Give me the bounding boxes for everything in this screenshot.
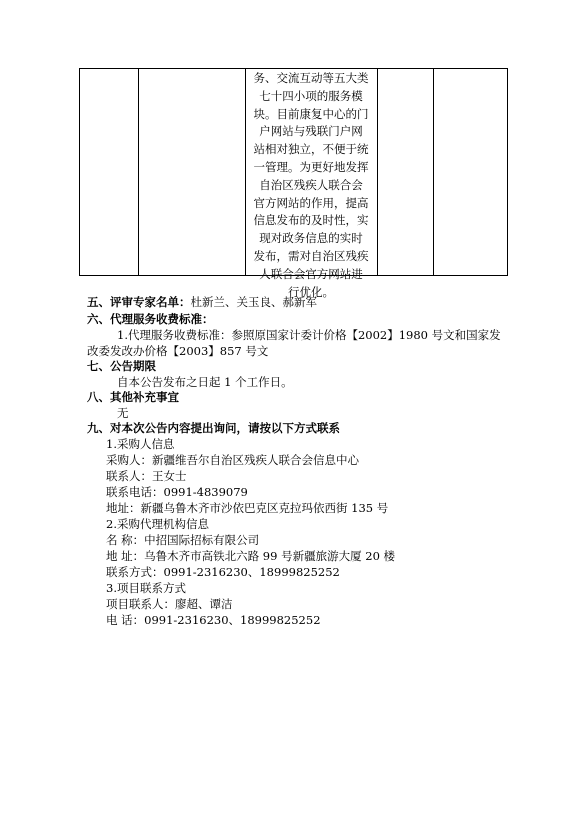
table-cell-line: 自治区残疾人联合会 xyxy=(259,177,363,192)
table-cell-line: 七十四小项的服务模 xyxy=(259,88,363,103)
section-expert-list xyxy=(87,294,317,310)
table-cell-line: 一管理。为更好地发挥 xyxy=(253,159,369,174)
project-phone: 电 话：0991-2316230、18999825252 xyxy=(106,613,321,627)
table-cell-line: 务、交流互动等五大类 xyxy=(253,71,369,85)
expert-names: 杜新兰、关玉良、郝新军 xyxy=(190,295,317,309)
section-heading: 五、评审专家名单： xyxy=(87,295,191,309)
table-cell-line: 官方网站的作用，提高 xyxy=(253,195,369,210)
section-heading: 七、公告期限 xyxy=(87,359,156,373)
table-column-divider xyxy=(377,68,378,276)
fee-standard-line: 改委发改办价格【2003】857 号文 xyxy=(87,344,269,358)
notice-period-text: 自本公告发布之日起 1 个工作日。 xyxy=(117,375,293,389)
agency-name: 名 称：中招国际招标有限公司 xyxy=(106,533,260,547)
purchaser-address: 地址：新疆乌鲁木齐市沙依巴克区克拉玛依西街 135 号 xyxy=(106,501,389,515)
contact-subheading: 2.采购代理机构信息 xyxy=(106,517,209,531)
table-cell-line: 现对政务信息的实时 xyxy=(259,231,363,246)
section-heading: 八、其他补充事宜 xyxy=(87,390,179,404)
project-contact: 项目联系人：廖超、谭洁 xyxy=(106,597,233,611)
table-cell-line: 人联合会官方网站进 xyxy=(259,266,363,281)
fee-standard-line: 1.代理服务收费标准：参照原国家计委计价格【2002】1980 号文和国家发 xyxy=(117,328,501,342)
contact-subheading: 1.采购人信息 xyxy=(106,437,175,451)
purchaser-phone: 联系电话：0991-4839079 xyxy=(106,485,248,499)
agency-address: 地 址：乌鲁木齐市高铁北六路 99 号新疆旅游大厦 20 楼 xyxy=(106,549,396,563)
table-cell-description xyxy=(245,70,377,301)
other-matters-text: 无 xyxy=(117,406,129,420)
table-column-divider xyxy=(138,68,139,276)
contact-subheading: 3.项目联系方式 xyxy=(106,581,186,595)
table-cell-line: 发布，需对自治区残疾 xyxy=(253,248,369,263)
table-cell-line: 行优化。 xyxy=(288,284,334,299)
table-cell-line: 块。目前康复中心的门 xyxy=(253,106,369,121)
purchaser-name: 采购人：新疆维吾尔自治区残疾人联合会信息中心 xyxy=(106,453,359,467)
table-cell-line: 户网站与残联门户网 xyxy=(259,124,363,139)
section-heading: 六、代理服务收费标准： xyxy=(87,312,214,326)
table-cell-line: 站相对独立，不便于统 xyxy=(253,142,369,157)
table-cell-line: 信息发布的及时性，实 xyxy=(253,213,369,228)
agency-contact: 联系方式：0991-2316230、18999825252 xyxy=(106,565,340,579)
table-column-divider xyxy=(433,68,434,276)
purchaser-contact: 联系人：王女士 xyxy=(106,469,187,483)
evaluation-table xyxy=(79,68,508,299)
section-heading: 九、对本次公告内容提出询问，请按以下方式联系 xyxy=(87,421,340,435)
